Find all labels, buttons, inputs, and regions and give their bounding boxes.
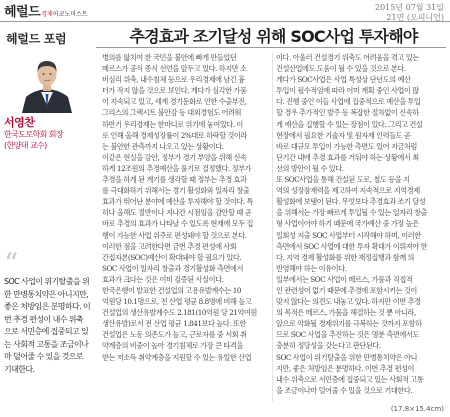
body-line: 충분히 정당성을 갖는다고 판단된다. [276,341,381,351]
body-line: 건설업은 노동 의존도가 높고, 근로자를 중 서회 취 [102,330,247,340]
body-line: 을 조금이나마 덜어줄 수 있을 것으로 기대한다. [276,385,413,395]
body-line: 이다. 아울러 건설경기 위축도 어려움을 겪고 있는 [276,53,419,62]
masthead [4,1,88,20]
author-photo [4,57,90,113]
author-affiliation: 한국도로학회 회장 [4,130,63,139]
pullquote-line: 는 사회적 고통을 조금이나 [4,339,89,349]
top-rule [0,21,450,22]
body-line: 그리스의 그렉시트 불안감 등 대외경험도 어려워 [102,108,242,118]
pullquote-line: SOC 사업이 위기탈출을 위 [4,277,90,286]
body-line: 효과가 크다는 것은 이미 검증된 사실이다. [102,274,224,284]
body-line: 억원당 10.1명으로, 전 산업 평균 8.8명에 비해 높고 [102,297,252,307]
body-line: 비심리 위축, 내수침체 등으로 우리경제에 남긴 흉 [102,75,245,85]
pullquote-line: 좋은 처방임은 분명하다. 이 [4,302,91,311]
body-line: 을 위해서는 가장 빠르게 투입될 수 있는 일자리 창출 [276,208,428,218]
body-line: 활성화에 보탬이 된다. 무엇보다 추경효과 조기 달성 [276,197,426,207]
body-line: 행이 가능한 사업 위주로 편성돼야 할 것으로 본다. [102,230,247,240]
body-line: 추경을 하게 된 계기를 생각할 때 정부는 추경 효과 [102,175,247,185]
body-line: 일부에서는 SOC 사업이 메르스, 가뭄과 직접적 [276,274,413,284]
brand-sub [41,9,87,18]
headline-rule [96,47,446,48]
pullquote-line: 으로 서민층에 집중되고 있 [4,327,89,336]
body-line: 투입이 필수적임에 따라 이미 계획 중인 사업이 많 [276,86,419,96]
body-line: 건설업의 생산유발계수도 2.181(10억원 당 21억여원 [102,308,257,318]
body-line: 의 목적은 메르스, 가뭄을 해결하는 것 뿐 아니라, [276,308,416,318]
author-position: (한양대 교수) [4,141,47,150]
body-line: 일회성 지출 SOC 사업부터 시작해야 하며, 이러한 [276,230,421,240]
publication-date: 2015년 07월 31일 [375,3,444,12]
body-line: 하게 12조원의 추경예산을 풀기로 결정했다. 정부가 [102,163,252,173]
body-line: 터가 작지 않을 것으로 보인다. 게다가 심각한 가뭄 [102,86,247,96]
body-line: 반영해야 하는 이유이다. [276,263,347,273]
article-column-1 [102,52,270,363]
body-line: 메르스가 공식 종식 선언을 앞두고 있다. 하지만 소 [102,64,247,74]
body-line: 다. 지역 경제 활성화를 위한 재정집행과 함께 의 [276,252,415,262]
body-line: 를 극대화하기 위해서는 경기 활성화와 일자리 창출 [102,186,250,196]
body-line: 히나 올해도 절반이나 지나간 시점임을 감안할 때 곧 [102,208,252,218]
body-line: 이 지속되고 있고, 세계 경기둔화로 인한 수출부진, [102,97,247,107]
body-line: 측면에서 SOC 사업에 대한 투자 확대가 이뤄져야 한 [276,241,428,251]
body-line: 바로 대규모 투입이 가능한 측면도 있어 지금처럼 [276,141,417,151]
body-line: 다. 진행 중인 이들 사업에 집중적으로 예산을 투입 [276,97,421,107]
body-line: 로 인해 올해 경제성장률이 2%대로 하락할 것이라 [102,130,247,140]
body-line: 내수 위축으로 서민층에 집중되고 있는 사회적 고통 [276,374,424,384]
body-line: 현장에서 필요한 기술자 및 원자재 인력들도 곧 [276,130,411,140]
body-line: 앞으로 악화될 경제위기를 극복하는 것까지 포함하 [276,319,422,329]
column-divider [272,52,273,402]
pullquote-line: 번 추경 편성이 내수 위축 [4,314,84,324]
open-quote-icon: “ [4,247,19,280]
body-line: 효과가 뛰어난 분야에 예산을 투자해야 할 것이다. 특 [102,197,254,207]
body-line: 므로 SOC 사업을 추진하는 것은 명분 측면에서도 [276,330,419,340]
headline: 추경효과 조기달성 위해 SOC사업 투자해야 [129,27,418,44]
author-name: 서영찬 [4,116,35,129]
body-line: 생산유발)로서 전 산업 평균 1.841보다 높다. 또한 [102,319,246,329]
body-line: 인 관련성이 없기 때문에 추경에 포함시키는 것이 [276,285,417,295]
body-line: 또 SOC사업을 통해 건설된 도로, 철도 등을 지 [276,175,410,185]
body-line: 는 불안한 관측까지 나오고 있는 상황이다. [102,141,224,151]
pullquote-line: 기대한다. [4,364,35,374]
brand-logo: 헤럴드 [4,5,41,20]
body-line: 할 경우 추가적인 발주 등 복잡한 절차없이 신속하 [276,108,419,118]
issue-page: 21면 (오피니언) [386,13,444,22]
body-line: 맞지 않다는 의견도 내놓고 있다. 하지만 이번 추경 [276,297,421,307]
article-size-note: (17.8×15.4cm) [390,405,444,413]
brand-sub-b: 이코노미스트 [52,11,88,18]
pullquote-line: 마 덜어줄 수 있을 것으로 [4,352,84,361]
author-portrait-icon [4,57,90,113]
body-line: 이러한 점을 고려한다면 금번 추경 편성에 사회 [102,241,237,251]
body-line: 건설산업에도 도움이 될 수 있을 것으로 본다. [276,64,406,74]
article-column-2 [276,52,444,396]
body-line: 역의 성장잠재력을 제고하여 지속적으로 지역경제 [276,186,420,196]
body-line: 간접자본(SOC)예산이 확대돼야 할 필요가 있다. [102,252,242,262]
body-line: 게다가 SOC사업은 사업 특성상 단년도의 예산 [276,75,411,85]
body-line: 이같은 현실을 감안, 정부가 경기 부양을 위해 신속 [102,152,247,162]
body-line: 한국은행이 발표한 건설업의 고용유발계수는 10 [102,285,241,295]
body-line: 약계층의 비중이 높아 경기침체로 가장 큰 타격을 [102,341,243,351]
body-line: 받는 저소득 취약계층을 지원할 수 있는 유일한 산업 [102,352,252,362]
pullquote [4,276,94,376]
body-line: 병의를 앓치여 한 국민을 불안에 빠게 만들었던 [102,53,237,62]
pullquote-line: 한 만병통치약은 아니지만, [4,289,89,299]
section-label: 헤럴드 포럼 [6,32,67,46]
body-line: 형 사업이어야 하기 때문에 국가예산 중 가장 높은 [276,219,419,229]
body-line: SOC 사업이 위기탈출을 위한 만병통치약은 아니 [276,352,418,362]
body-line: 지만, 좋은 처방임은 분명하다. 이번 추경 편성이 [276,363,415,373]
body-line: 바로 추경의 효과가 나타날 수 있도록 현재에 모두 집 [102,219,254,229]
body-line: 게 예산을 집행할 수 있는 장점이 있다. 그리고 건설 [276,119,423,129]
body-line: 단기간 내에 추경 효과를 거둬야 하는 상황에서 최 [276,152,419,162]
brand-sub-a: 경제 [41,11,53,18]
body-line: 하반기 우리경제는 한마디로 위기에 놓여있다. 이 [102,119,243,129]
body-line: 선의 방안이 될 수 있다. [276,163,344,173]
body-line: SOC 사업이 일자리 창출과 경기활성화 측면에서 [102,263,244,273]
